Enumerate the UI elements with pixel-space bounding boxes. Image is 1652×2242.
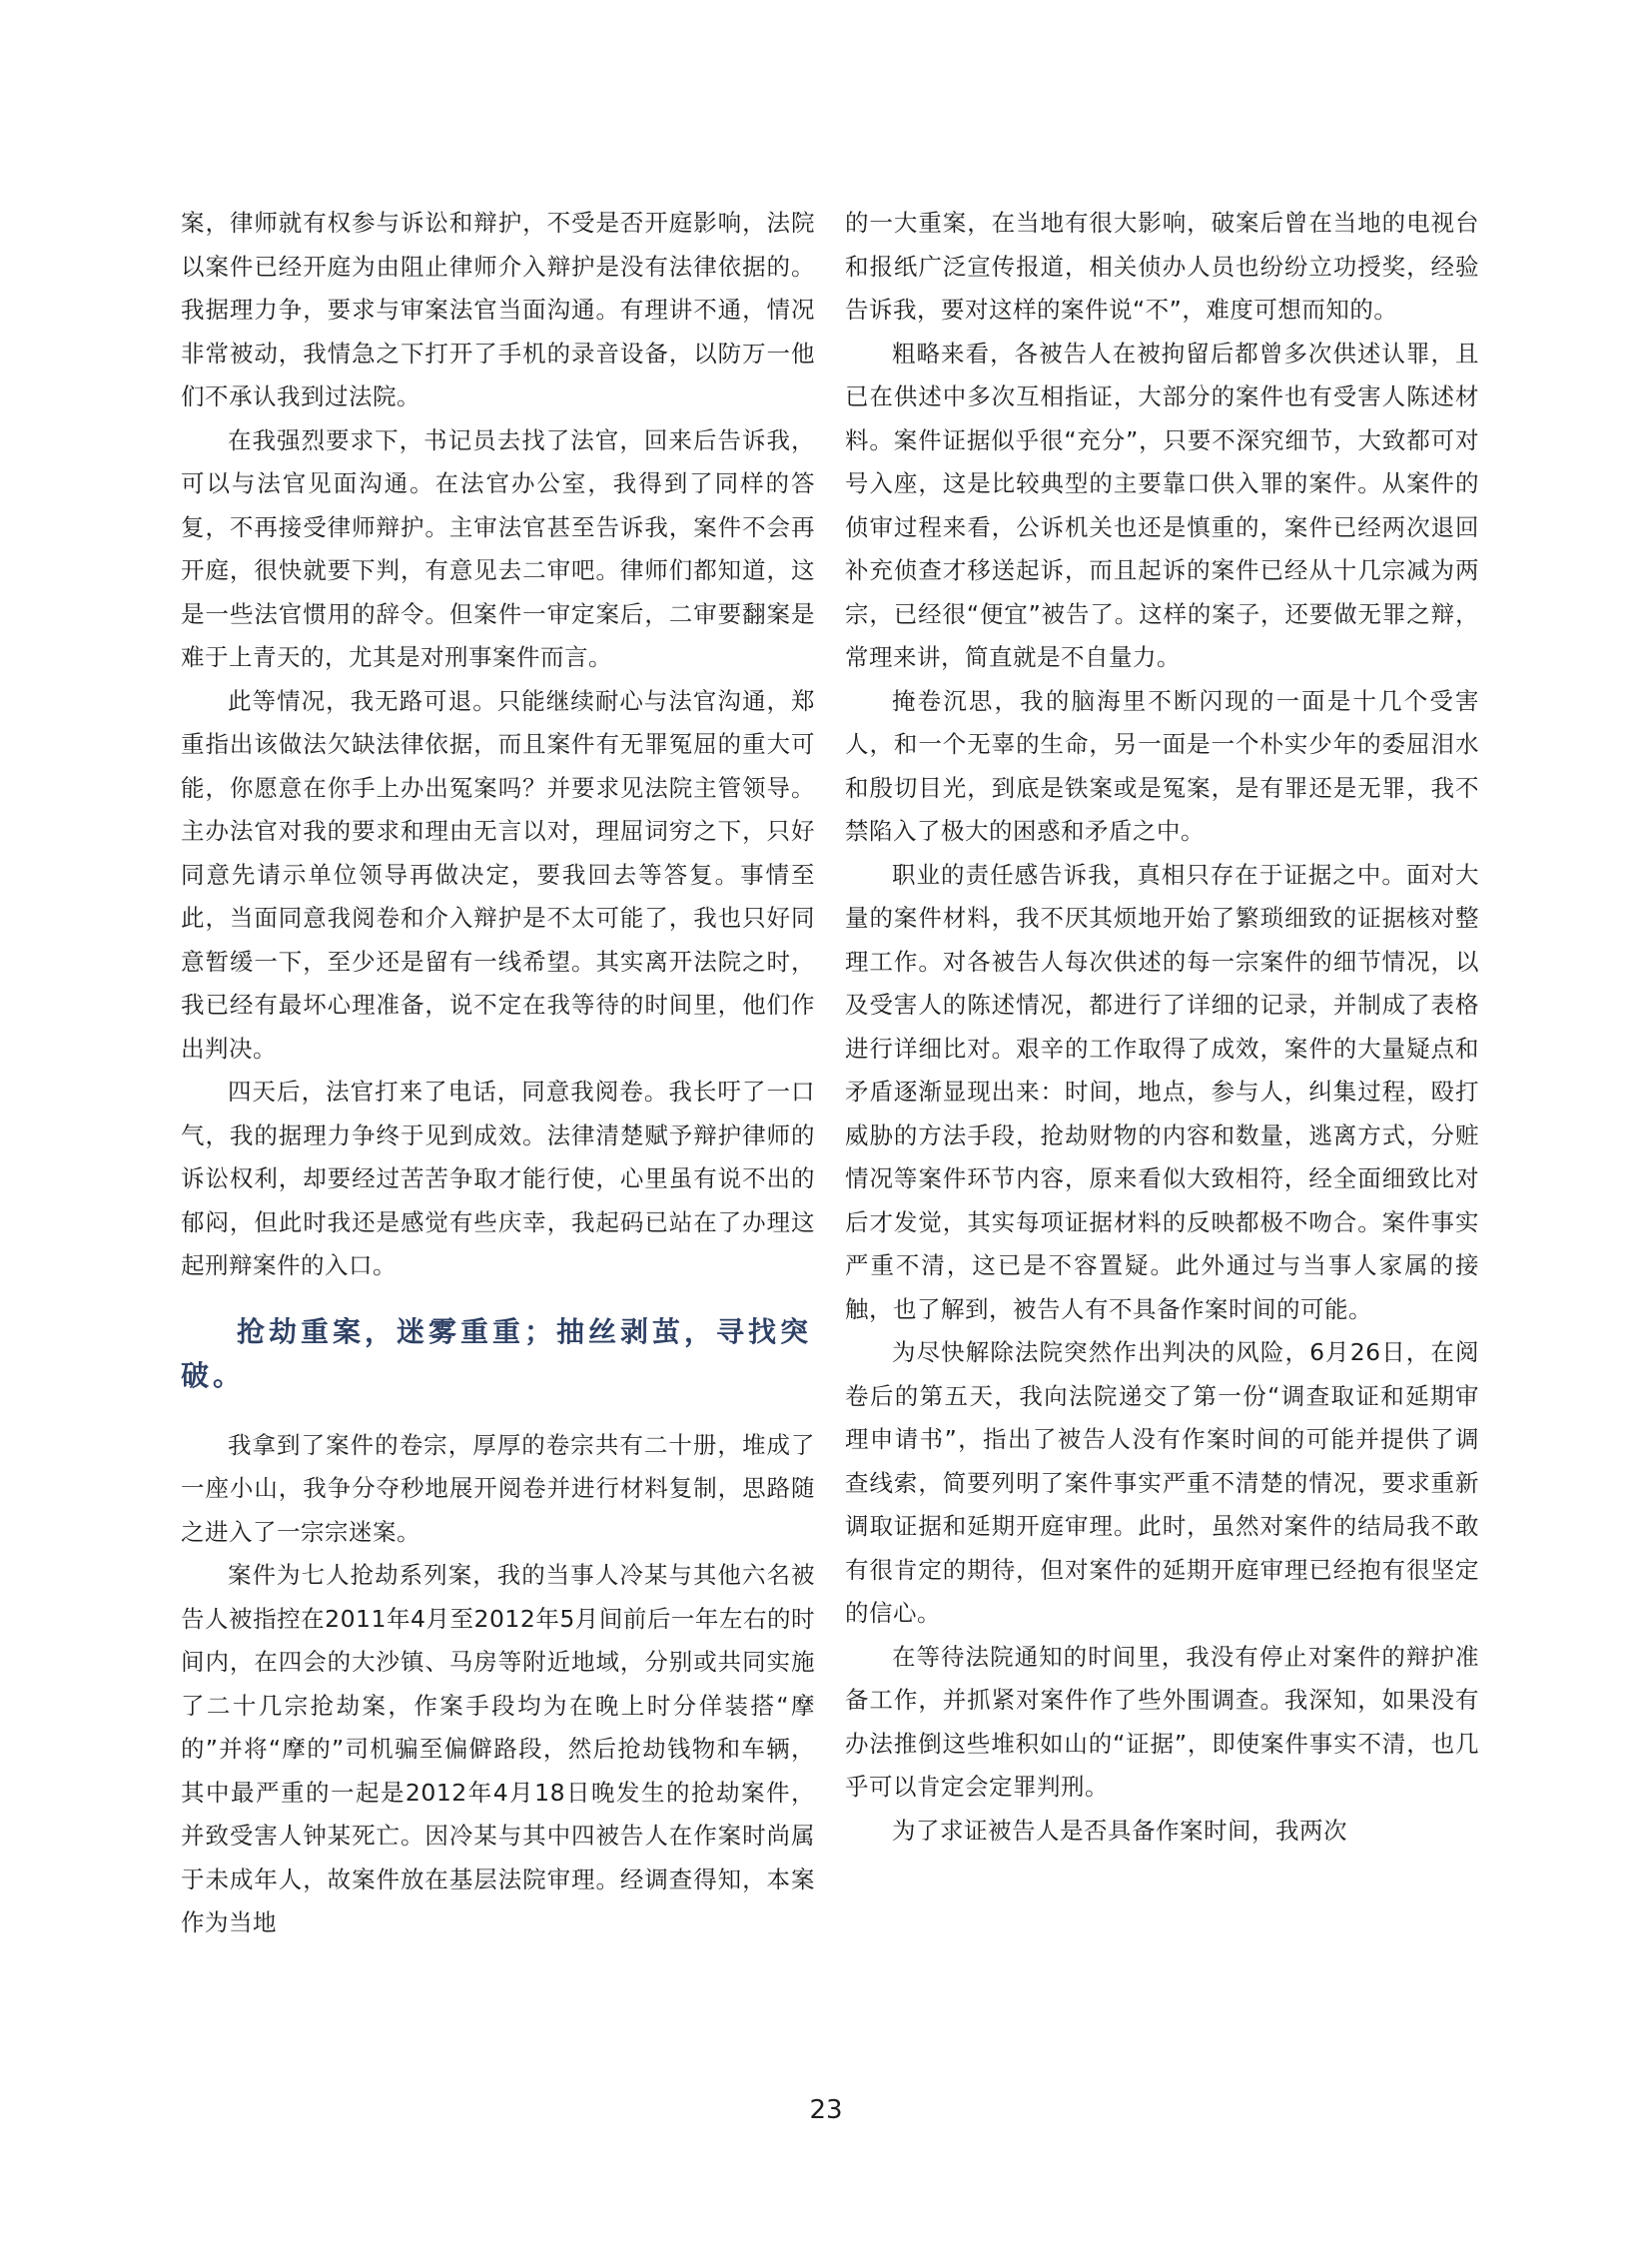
paragraph: 案，律师就有权参与诉讼和辩护，不受是否开庭影响，法院以案件已经开庭为由阻止律师介入辩护是没有法律依据的。我据理力争，要求与审案法官当面沟通。有理讲不通，情况非常被动，我情急之下打开了手机的录音设备，以防万一他们不承认我到过法院。 [181,209,815,410]
paragraph: 掩卷沉思，我的脑海里不断闪现的一面是十几个受害人，和一个无辜的生命，另一面是一个朴实少年的委屈泪水和殷切目光，到底是铁案或是冤案，是有罪还是无罪，我不禁陷入了极大的困惑和矛盾之中。 [845,686,1479,845]
paragraph: 此等情况，我无路可退。只能继续耐心与法官沟通，郑重指出该做法欠缺法律依据，而且案件有无罪冤屈的重大可能，你愿意在你手上办出冤案吗？并要求见法院主管领导。主办法官对我的要求和理由无言以对，理屈词穷之下，只好同意先请示单位领导再做决定，要我回去等答复。事情至此，当面同意我阅卷和介入辩护是不太可能了，我也只好同意暂缓一下，至少还是留有一线希望。其实离开法院之时，我已经有最坏心理准备，说不定在我等待的时间里，他们作出判决。 [181,686,815,1063]
paragraph: 粗略来看，各被告人在被拘留后都曾多次供述认罪，且已在供述中多次互相指证，大部分的案件也有受害人陈述材料。案件证据似乎很“充分”，只要不深究细节，大致都可对号入座，这是比较典型的主要靠口供入罪的案件。从案件的侦审过程来看，公诉机关也还是慎重的，案件已经两次退回补充侦查才移送起诉，而且起诉的案件已经从十几宗减为两宗，已经很“便宜”被告了。这样的案子，还要做无罪之辩，常理来讲，简直就是不自量力。 [845,339,1479,671]
paragraph: 为尽快解除法院突然作出判决的风险，6月26日，在阅卷后的第五天，我向法院递交了第一份“调查取证和延期审理申请书”，指出了被告人没有作案时间的可能并提供了调查线索，简要列明了案件事实严重不清楚的情况，要求重新调取证据和延期开庭审理。此时，虽然对案件的结局我不敢有很肯定的期待，但对案件的延期开庭审理已经抱有很坚定的信心。 [845,1338,1479,1627]
left-column [181,202,815,1945]
paragraph: 在等待法院通知的时间里，我没有停止对案件的辩护准备工作，并抓紧对案件作了些外围调查。我深知，如果没有办法推倒这些堆积如山的“证据”，即使案件事实不清，也几乎可以肯定会定罪判刑。 [845,1642,1479,1801]
paragraph: 在我强烈要求下，书记员去找了法官，回来后告诉我，可以与法官见面沟通。在法官办公室，我得到了同样的答复，不再接受律师辩护。主审法官甚至告诉我，案件不会再开庭，很快就要下判，有意见去二审吧。律师们都知道，这是一些法官惯用的辞令。但案件一审定案后，二审要翻案是难于上青天的，尤其是对刑事案件而言。 [181,425,815,671]
paragraph: 我拿到了案件的卷宗，厚厚的卷宗共有二十册，堆成了一座小山，我争分夺秒地展开阅卷并进行材料复制，思路随之进入了一宗宗迷案。 [181,1430,815,1546]
section-heading: 抢劫重案，迷雾重重；抽丝剥茧，寻找突破。 [181,1314,813,1392]
paragraph: 案件为七人抢劫系列案，我的当事人冷某与其他六名被告人被指控在2011年4月至2012年5月间前后一年左右的时间内，在四会的大沙镇、马房等附近地域，分别或共同实施了二十几宗抢劫案，作案手段均为在晚上时分佯装搭“摩的”并将“摩的”司机骗至偏僻路段，然后抢劫钱物和车辆，其中最严重的一起是2012年4月18日晚发生的抢劫案件，并致受害人钟某死亡。因冷某与其中四被告人在作案时尚属于未成年人，故案件放在基层法院审理。经调查得知，本案作为当地 [181,1561,815,1936]
paragraph: 四天后，法官打来了电话，同意我阅卷。我长吁了一口气，我的据理力争终于见到成效。法律清楚赋予辩护律师的诉讼权利，却要经过苦苦争取才能行使，心里虽有说不出的郁闷，但此时我还是感觉有些庆幸，我起码已站在了办理这起刑辩案件的入口。 [181,1078,815,1279]
paragraph: 职业的责任感告诉我，真相只存在于证据之中。面对大量的案件材料，我不厌其烦地开始了繁琐细致的证据核对整理工作。对各被告人每次供述的每一宗案件的细节情况，以及受害人的陈述情况，都进行了详细的记录，并制成了表格进行详细比对。艰辛的工作取得了成效，案件的大量疑点和矛盾逐渐显现出来：时间，地点，参与人，纠集过程，殴打威胁的方法手段，抢劫财物的内容和数量，逃离方式，分赃情况等案件环节内容，原来看似大致相符，经全面细致比对后才发觉，其实每项证据材料的反映都极不吻合。案件事实严重不清，这已是不容置疑。此外通过与当事人家属的接触，也了解到，被告人有不具备作案时间的可能。 [845,860,1479,1323]
page-number: 23 [809,2095,843,2125]
paragraph: 为了求证被告人是否具备作案时间，我两次 [892,1816,1347,1845]
right-column [845,202,1479,1853]
paragraph: 的一大重案，在当地有很大影响，破案后曾在当地的电视台和报纸广泛宣传报道，相关侦办人员也纷纷立功授奖，经验告诉我，要对这样的案件说“不”，难度可想而知的。 [845,209,1479,324]
